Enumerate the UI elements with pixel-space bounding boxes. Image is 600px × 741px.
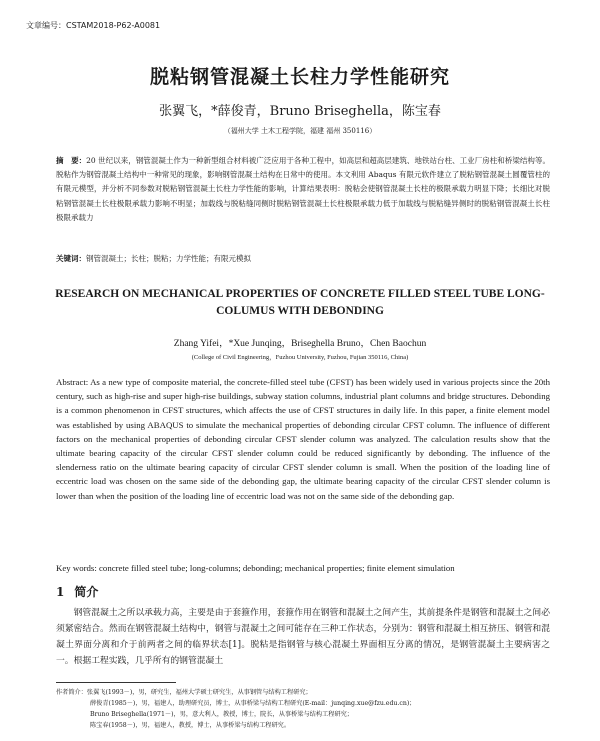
keywords-chinese xyxy=(56,253,550,264)
footnote: 薛俊青(1985－)，男，福建人，助理研究员，博士，从事桥梁与结构工程研究(E-mail：junqing.xue@fzu.edu.cn)； xyxy=(90,700,416,707)
document-number: 文章编号：CSTAM2018-P62-A0081 xyxy=(26,21,161,30)
abstract-chinese xyxy=(56,154,550,225)
keywords-chinese-text: 钢管混凝土；长柱；脱粘；力学性能；有限元模拟 xyxy=(86,254,251,263)
abstract-english-label: Abstract: xyxy=(56,377,89,387)
section-heading xyxy=(56,583,98,600)
footnote: 陈宝春(1958－)，男，福建人，教授，博士，从事桥梁与结构工程研究。 xyxy=(90,722,291,729)
title-english: RESEARCH ON MECHANICAL PROPERTIES OF CONCRETE FILLED STEEL TUBE LONG-COLUMUS WITH DEBONDING xyxy=(55,288,545,317)
section-number: 1 xyxy=(56,585,65,599)
section-body: 钢管混凝土之所以承载力高，主要是由于套箍作用，套箍作用在钢管和混凝土之间产生，其前提条件是钢管和混凝土之间必须紧密结合。然而在钢管混凝土结构中，钢管与混凝土之间可能存在三种工作状态，分别为：钢管和混凝土相互挤压、钢管和混凝土界面分离和介于前两者之间的临界状态[1]。脱粘是指钢管与核心混凝土界面相互分离的情况，是钢管混凝土主要病害之一。根据工程实践，几乎所有的钢管混凝土 xyxy=(56,608,550,666)
affiliation-english: (College of Civil Engineering，Fuzhou University, Fuzhou, Fujian 350116, China) xyxy=(191,354,409,361)
footnotes xyxy=(56,687,550,731)
abstract-chinese-text: 20 世纪以来，钢管混凝土作为一种新型组合材料被广泛应用于各种工程中，如高层和超高层建筑、地铁站台柱、工业厂房柱和桥梁结构等。脱粘作为钢管混凝土结构中一种常见的现象，影响钢管混凝土结构在日常中的使用。本文利用 Abaqus 有限元软件建立了脱粘钢管混凝土圆覆管柱的有限元模型，并分析不同参数对脱粘钢管混凝土长柱力学性能的影响，计算结果表明：脱粘会使钢管混凝土长柱的极限承载力明显下降；长细比对脱粘钢管混凝土长柱极限承载力影响不明显；加载线与脱粘缝同侧时脱粘钢管混凝土长柱极限承载力低于加载线与脱粘缝异侧时的脱粘钢管混凝土长柱极限承载力 xyxy=(56,156,550,222)
footnote-divider xyxy=(56,682,176,683)
authors-chinese: 张翼飞，*薛俊青，Bruno Briseghella，陈宝春 xyxy=(159,104,441,119)
keywords-chinese-label: 关键词： xyxy=(56,254,86,263)
abstract-english xyxy=(56,375,550,503)
authors-english: Zhang Yifei，*Xue Junqing，Briseghella Bruno，Chen Baochun xyxy=(173,339,427,349)
keywords-english xyxy=(56,563,550,573)
affiliation-chinese: （福州大学 土木工程学院，福建 福州 350116） xyxy=(223,127,377,135)
keywords-english-text: concrete filled steel tube; long-columns; debonding; mechanical properties; finite element simulation xyxy=(99,563,455,573)
title-chinese: 脱粘钢管混凝土长柱力学性能研究 xyxy=(149,66,450,88)
abstract-english-text: As a new type of composite material, the concrete-filled steel tube (CFST) has been widely used in various projects since the 20th century, such as high-rise and super high-rise buildings, subway station columns, industrial plant columns and bridge structures. Debonding is a common phenomenon in CFST structures, which affects the use of CFST structures in daily life. In this paper, a finite element model was established by using ABAQUS to simulate the mechanical properties of debonding circular CFST column. The influence of different factors on the mechanical properties of debonding circular CFST slender column was analyzed. The calculation results show that the ultimate bearing capacity of the circular CFST slender column could be reduced significantly by debonding. The influence of the slenderness ratio on the ultimate bearing capacity of circular CFST slender column is small. When the position of the loading line of eccentric load was chosen on the same side of the debonding gap, the ultimate bearing capacity of the circular CFST slender column is lower than when the position of the loading line of eccentric load was not on the same side of the debonding gap. xyxy=(56,377,551,501)
footnote: Bruno Briseghella(1971－)，男，意大利人，教授，博士，院长，从事桥梁与结构工程研究； xyxy=(90,711,353,718)
footnote: 作者简介：张翼飞(1993－)，男，研究生，福州大学硕士研究生，从事钢管与结构工程研究； xyxy=(56,689,312,696)
abstract-chinese-label: 摘 要： xyxy=(56,156,87,165)
keywords-english-label: Key words: xyxy=(56,563,97,573)
section-title: 简介 xyxy=(74,585,99,599)
